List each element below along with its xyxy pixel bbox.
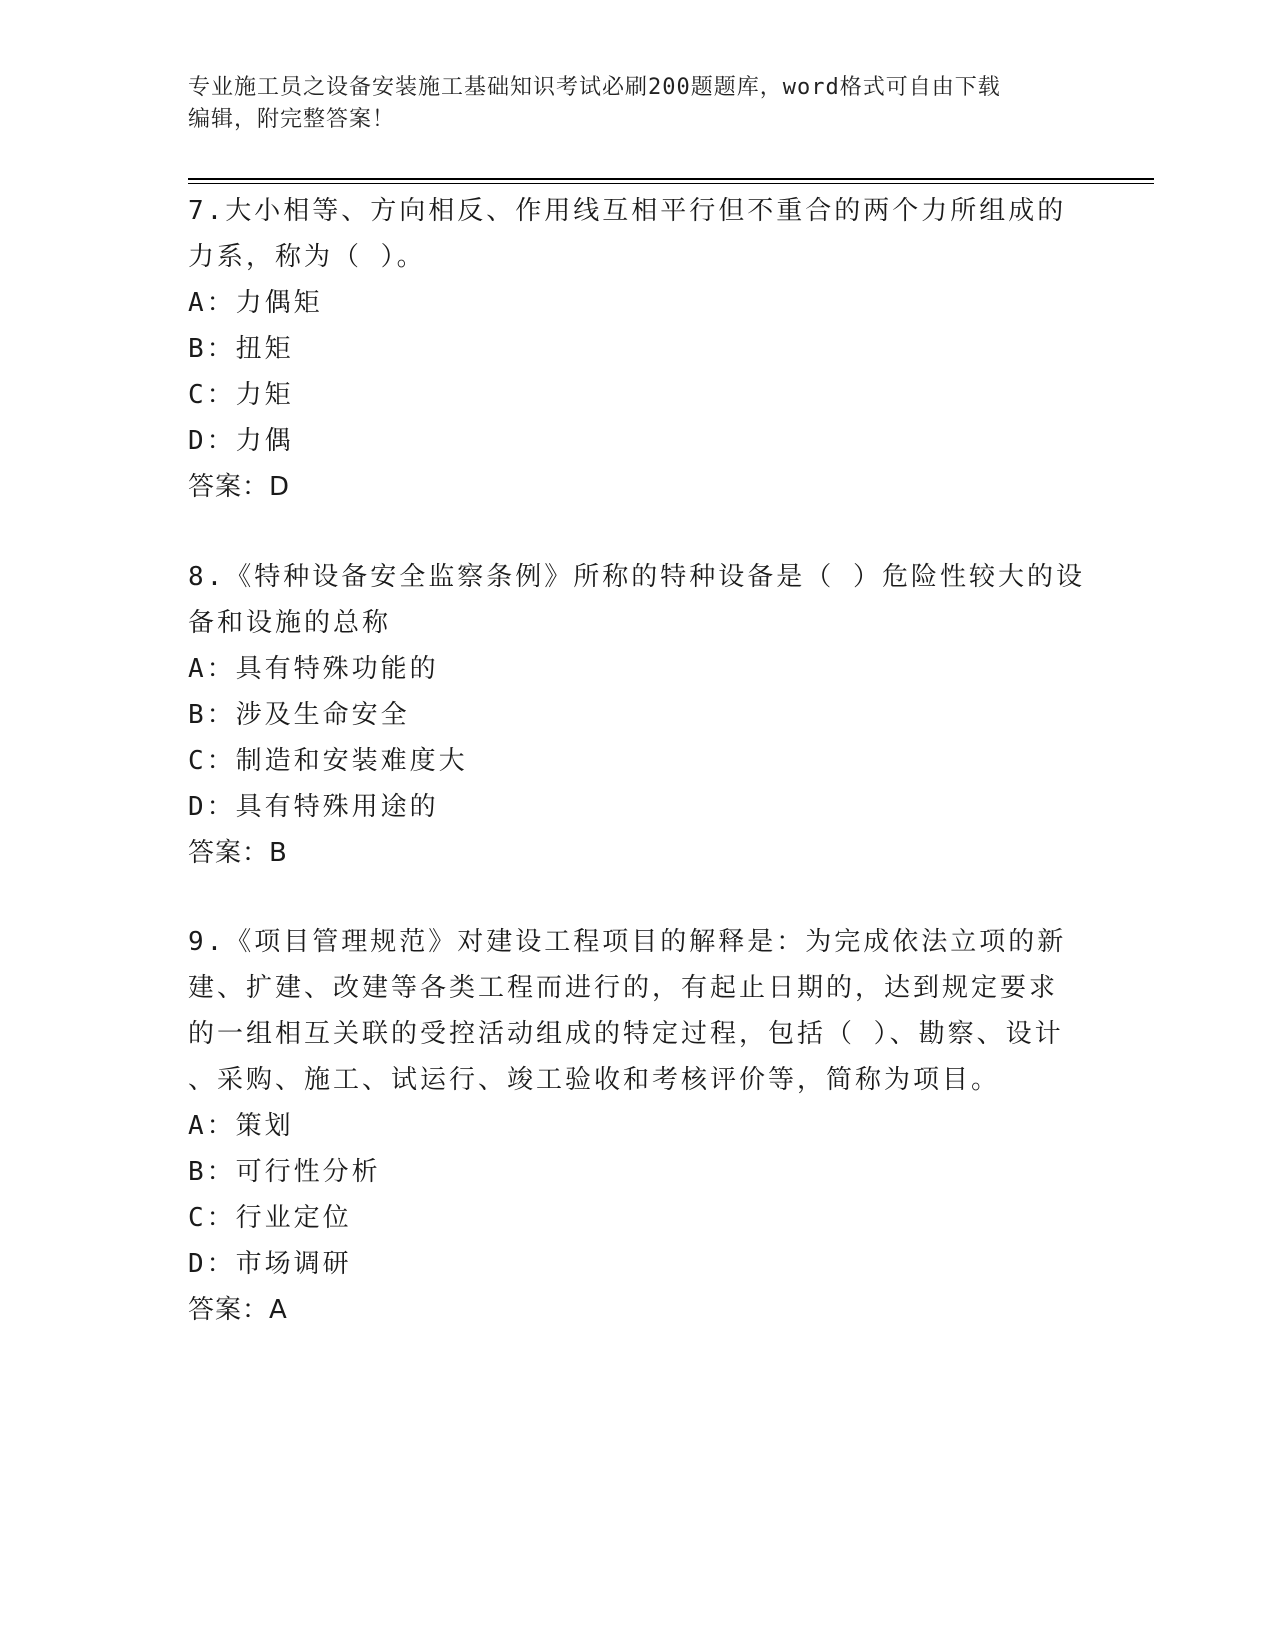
question-stem-line: 力系，称为（ ）。 xyxy=(188,242,426,272)
option-b: B：涉及生命安全 xyxy=(188,700,410,730)
option-c: C：制造和安装难度大 xyxy=(188,746,468,776)
option-c: C：行业定位 xyxy=(188,1203,352,1233)
answer-line: 答案：B xyxy=(188,838,288,868)
option-d: D：力偶 xyxy=(188,426,294,456)
question-8 xyxy=(188,554,1088,876)
header-divider-thick xyxy=(188,178,1154,180)
option-d: D：市场调研 xyxy=(188,1249,352,1279)
option-a: A：策划 xyxy=(188,1111,294,1141)
question-stem-line: 7.大小相等、方向相反、作用线互相平行但不重合的两个力所组成的 xyxy=(188,196,1067,226)
header-line-2: 编辑，附完整答案！ xyxy=(188,107,396,132)
question-stem-line: 9.《项目管理规范》对建设工程项目的解释是：为完成依法立项的新 xyxy=(188,927,1067,957)
question-7 xyxy=(188,188,1088,510)
question-stem-line: 的一组相互关联的受控活动组成的特定过程，包括（ ）、勘察、设计 xyxy=(188,1019,1064,1049)
question-stem-line: 备和设施的总称 xyxy=(188,608,392,638)
header-line-1: 专业施工员之设备安装施工基础知识考试必刷200题题库，word格式可自由下载 xyxy=(188,75,1001,100)
document-header xyxy=(188,72,1088,136)
option-b: B：可行性分析 xyxy=(188,1157,381,1187)
question-stem-line: 、采购、施工、试运行、竣工验收和考核评价等，简称为项目。 xyxy=(188,1065,1001,1095)
question-stem-line: 8.《特种设备安全监察条例》所称的特种设备是（ ）危险性较大的设 xyxy=(188,562,1085,592)
option-a: A：具有特殊功能的 xyxy=(188,654,439,684)
answer-line: 答案：A xyxy=(188,1295,288,1325)
option-b: B：扭矩 xyxy=(188,334,294,364)
question-stem-line: 建、扩建、改建等各类工程而进行的，有起止日期的，达到规定要求 xyxy=(188,973,1059,1003)
option-c: C：力矩 xyxy=(188,380,294,410)
answer-line: 答案：D xyxy=(188,472,291,502)
header-divider-thin xyxy=(188,183,1154,184)
question-9 xyxy=(188,919,1088,1333)
option-a: A：力偶矩 xyxy=(188,288,323,318)
option-d: D：具有特殊用途的 xyxy=(188,792,439,822)
